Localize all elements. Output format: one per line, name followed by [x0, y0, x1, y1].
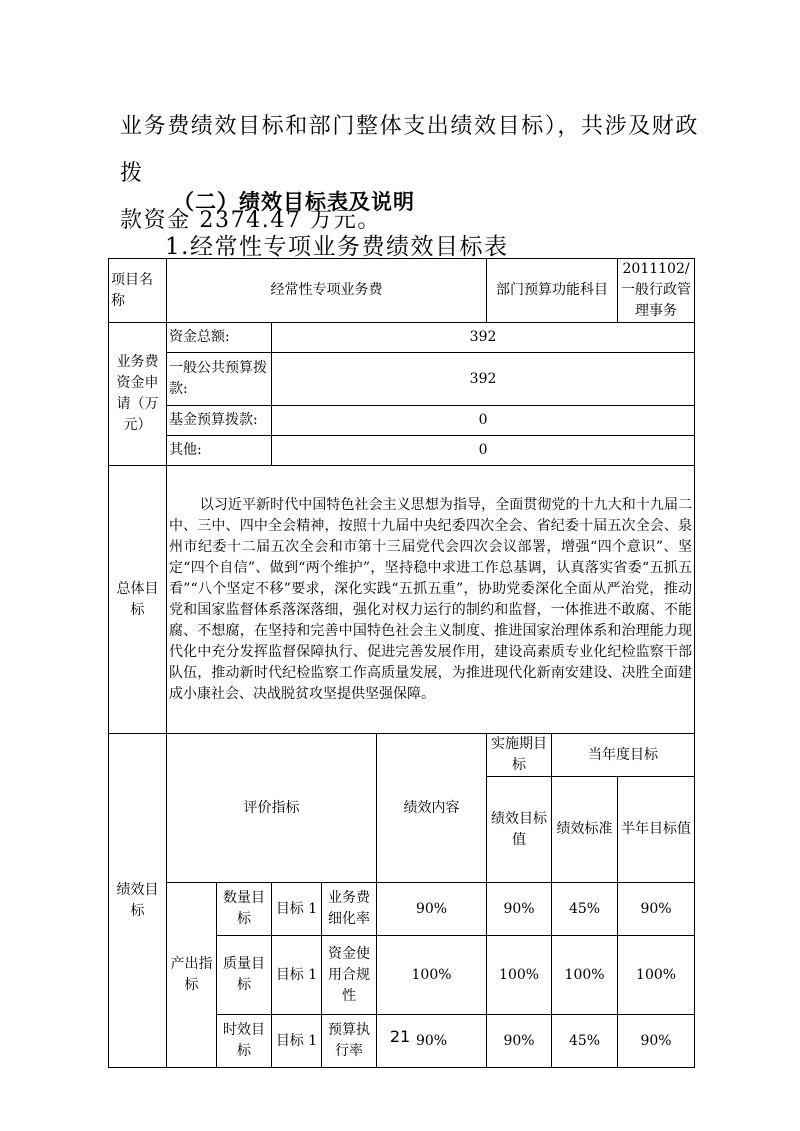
table-row — [109, 466, 695, 734]
index-target: 目标 1 — [272, 936, 322, 1015]
section-heading: （二）绩效目标表及说明 — [173, 190, 415, 214]
func-subject-label: 部门预算功能科目 — [487, 259, 618, 323]
fund-budget-value: 0 — [272, 406, 695, 436]
table-row — [109, 734, 695, 777]
other-label: 其他: — [167, 436, 272, 466]
total-value: 392 — [272, 323, 695, 353]
standard-value: 90% — [487, 883, 552, 936]
table-row — [109, 883, 695, 936]
index-content: 预算执行率 — [322, 1015, 377, 1068]
impl-period-header: 实施期目标 — [487, 734, 552, 777]
perf-standard-header: 绩效标准 — [552, 777, 618, 883]
impl-value: 90% — [377, 883, 487, 936]
func-subject-value: 2011102/一般行政管理事务 — [618, 259, 695, 323]
total-label: 资金总额: — [167, 323, 272, 353]
table-row — [109, 323, 695, 353]
table-row — [109, 259, 695, 323]
current-year-header: 当年度目标 — [552, 734, 695, 777]
output-index-label: 产出指标 — [167, 883, 217, 1068]
full-year-value: 100% — [618, 936, 695, 1015]
project-name-value: 经常性专项业务费 — [167, 259, 487, 323]
index-type: 质量目标 — [217, 936, 272, 1015]
half-year-header: 半年目标值 — [618, 777, 695, 883]
index-content: 业务费细化率 — [322, 883, 377, 936]
overall-target-text: 以习近平新时代中国特色社会主义思想为指导，全面贯彻党的十九大和十九届二中、三中、四中全会精神，按照十九届中央纪委四次全会、省纪委十届五次全会、泉州市纪委十二届五次全会和市第十三届党代会四次会议部署，增强“四个意识”、坚定“四个自信”、做到“两个维护”，坚持稳中求进工作总基调，认真落实省委“五抓五看”“八个坚定不移”要求，深化实践“五抓五重”，协助党委深化全面从严治党，推动党和国家监督体系落深落细，强化对权力运行的制约和监督，一体推进不敢腐、不能腐、不想腐，在坚持和完善中国特色社会主义制度、推进国家治理体系和治理能力现代化中充分发挥监督保障执行、促进完善发展作用，建设高素质专业化纪检监察干部队伍，推动新时代纪检监察工作高质量发展，为推进现代化新南安建设、决胜全面建成小康社会、决战脱贫攻坚提供坚强保障。 — [167, 466, 695, 734]
intro-line-1: 业务费绩效目标和部门整体支出绩效目标），共涉及财政拨 — [120, 114, 700, 186]
standard-value: 100% — [487, 936, 552, 1015]
overall-target-label: 总体目标 — [109, 466, 167, 734]
eval-index-header: 评价指标 — [167, 734, 377, 883]
standard-value: 90% — [487, 1015, 552, 1068]
general-budget-value: 392 — [272, 353, 695, 406]
perf-target-value-header: 绩效目标值 — [487, 777, 552, 883]
full-year-value: 90% — [618, 883, 695, 936]
perf-target-label: 绩效目标 — [109, 734, 167, 1068]
intro-paragraph — [120, 103, 700, 244]
fund-budget-label: 基金预算拨款: — [167, 406, 272, 436]
half-year-value: 100% — [552, 936, 618, 1015]
table-row — [109, 406, 695, 436]
perf-content-header: 绩效内容 — [377, 734, 487, 883]
index-content: 资金使用合规性 — [322, 936, 377, 1015]
intro-line-2: 款资金 2374.47 万元。 — [120, 208, 381, 233]
impl-value: 90% — [377, 1015, 487, 1068]
table-row — [109, 436, 695, 466]
half-year-value: 45% — [552, 883, 618, 936]
index-target: 目标 1 — [272, 883, 322, 936]
index-target: 目标 1 — [272, 1015, 322, 1068]
impl-value: 100% — [377, 936, 487, 1015]
index-type: 时效目标 — [217, 1015, 272, 1068]
project-name-label: 项目名称 — [109, 259, 167, 323]
index-type: 数量目标 — [217, 883, 272, 936]
table-row — [109, 353, 695, 406]
general-budget-label: 一般公共预算拨款: — [167, 353, 272, 406]
subsection-heading: 1.经常性专项业务费绩效目标表 — [165, 234, 509, 260]
funds-label: 业务费资金申请（万元） — [109, 323, 167, 466]
performance-target-table — [108, 258, 695, 1068]
full-year-value: 90% — [618, 1015, 695, 1068]
page-number: 21 — [389, 1027, 411, 1046]
half-year-value: 45% — [552, 1015, 618, 1068]
other-value: 0 — [272, 436, 695, 466]
